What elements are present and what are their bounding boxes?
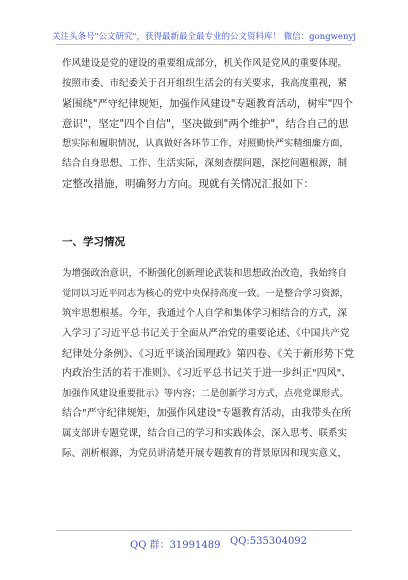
- text-line: 紧围绕"严守纪律规矩，加强作风建设"专题教育活动，树牢"四个: [62, 98, 353, 110]
- text-line: 按照市委、市纪委关于召开组织生活会的有关要求，我高度重视，紧: [62, 78, 348, 89]
- text-line: 结合自身思想、工作、生活实际，深刻查摆问题，深挖问题根源，制: [62, 158, 348, 169]
- text-line: 内政治生活的若干准则》、《习近平总书记关于进一步纠正"四风"、: [62, 368, 352, 379]
- text-line: 想实际和履职情况，认真做好各环节工作，对照勤快严实精细廉方面，: [62, 138, 349, 149]
- text-line: 为增强政治意识，不断强化创新理论武装和思想政治改造，我始终自: [62, 268, 348, 279]
- section-paragraph: [62, 264, 354, 464]
- text-line: 纪律处分条例》、《习近平谈治国理政》第四卷、《关于新形势下党: [62, 348, 355, 360]
- footer-qq: QQ:535304092: [230, 536, 308, 547]
- intro-paragraph: [62, 54, 354, 194]
- text-line: 加强作风建设重要批示》等内容；二是创新学习方式，点亮党课形式。: [62, 388, 349, 399]
- footer-divider: [56, 530, 352, 531]
- text-line: 入学习了习近平总书记关于全面从严治党的重要论述、《中国共产党: [62, 328, 350, 339]
- text-line: 作风建设是党的建设的重要组成部分，机关作风是党风的重要体现。: [62, 58, 348, 69]
- text-line: 结合"严守纪律规矩，加强作风建设"专题教育活动，由我带头在所: [62, 408, 352, 419]
- text-line: 筑牢思想根基。今年，我通过个人自学和集体学习相结合的方式，深: [62, 308, 348, 319]
- text-line: 属支部讲专题党课，结合自己的学习和实践体会，深入思考、联系实: [62, 428, 348, 439]
- text-line: 定整改措施，明确努力方向。现就有关情况汇报如下：: [62, 178, 314, 190]
- header-banner: 关注头条号"公文研究"，获得最新最全最专业的公文资料库！ 微信：gongwenyj: [52, 32, 356, 42]
- text-line: 觉同以习近平同志为核心的党中央保持高度一致。一是整合学习资源，: [62, 288, 349, 299]
- footer-qq-group: QQ 群：31991489: [130, 540, 221, 551]
- text-line: 意识"，坚定"四个自信"，坚决做到"两个维护"，结合自己的思: [62, 118, 349, 130]
- header-divider: [56, 44, 352, 45]
- text-line: 际、剖析根源，为党员讲清楚开展专题教育的背景原因和现实意义，: [62, 448, 348, 459]
- section-heading: 一、学习情况: [62, 236, 125, 248]
